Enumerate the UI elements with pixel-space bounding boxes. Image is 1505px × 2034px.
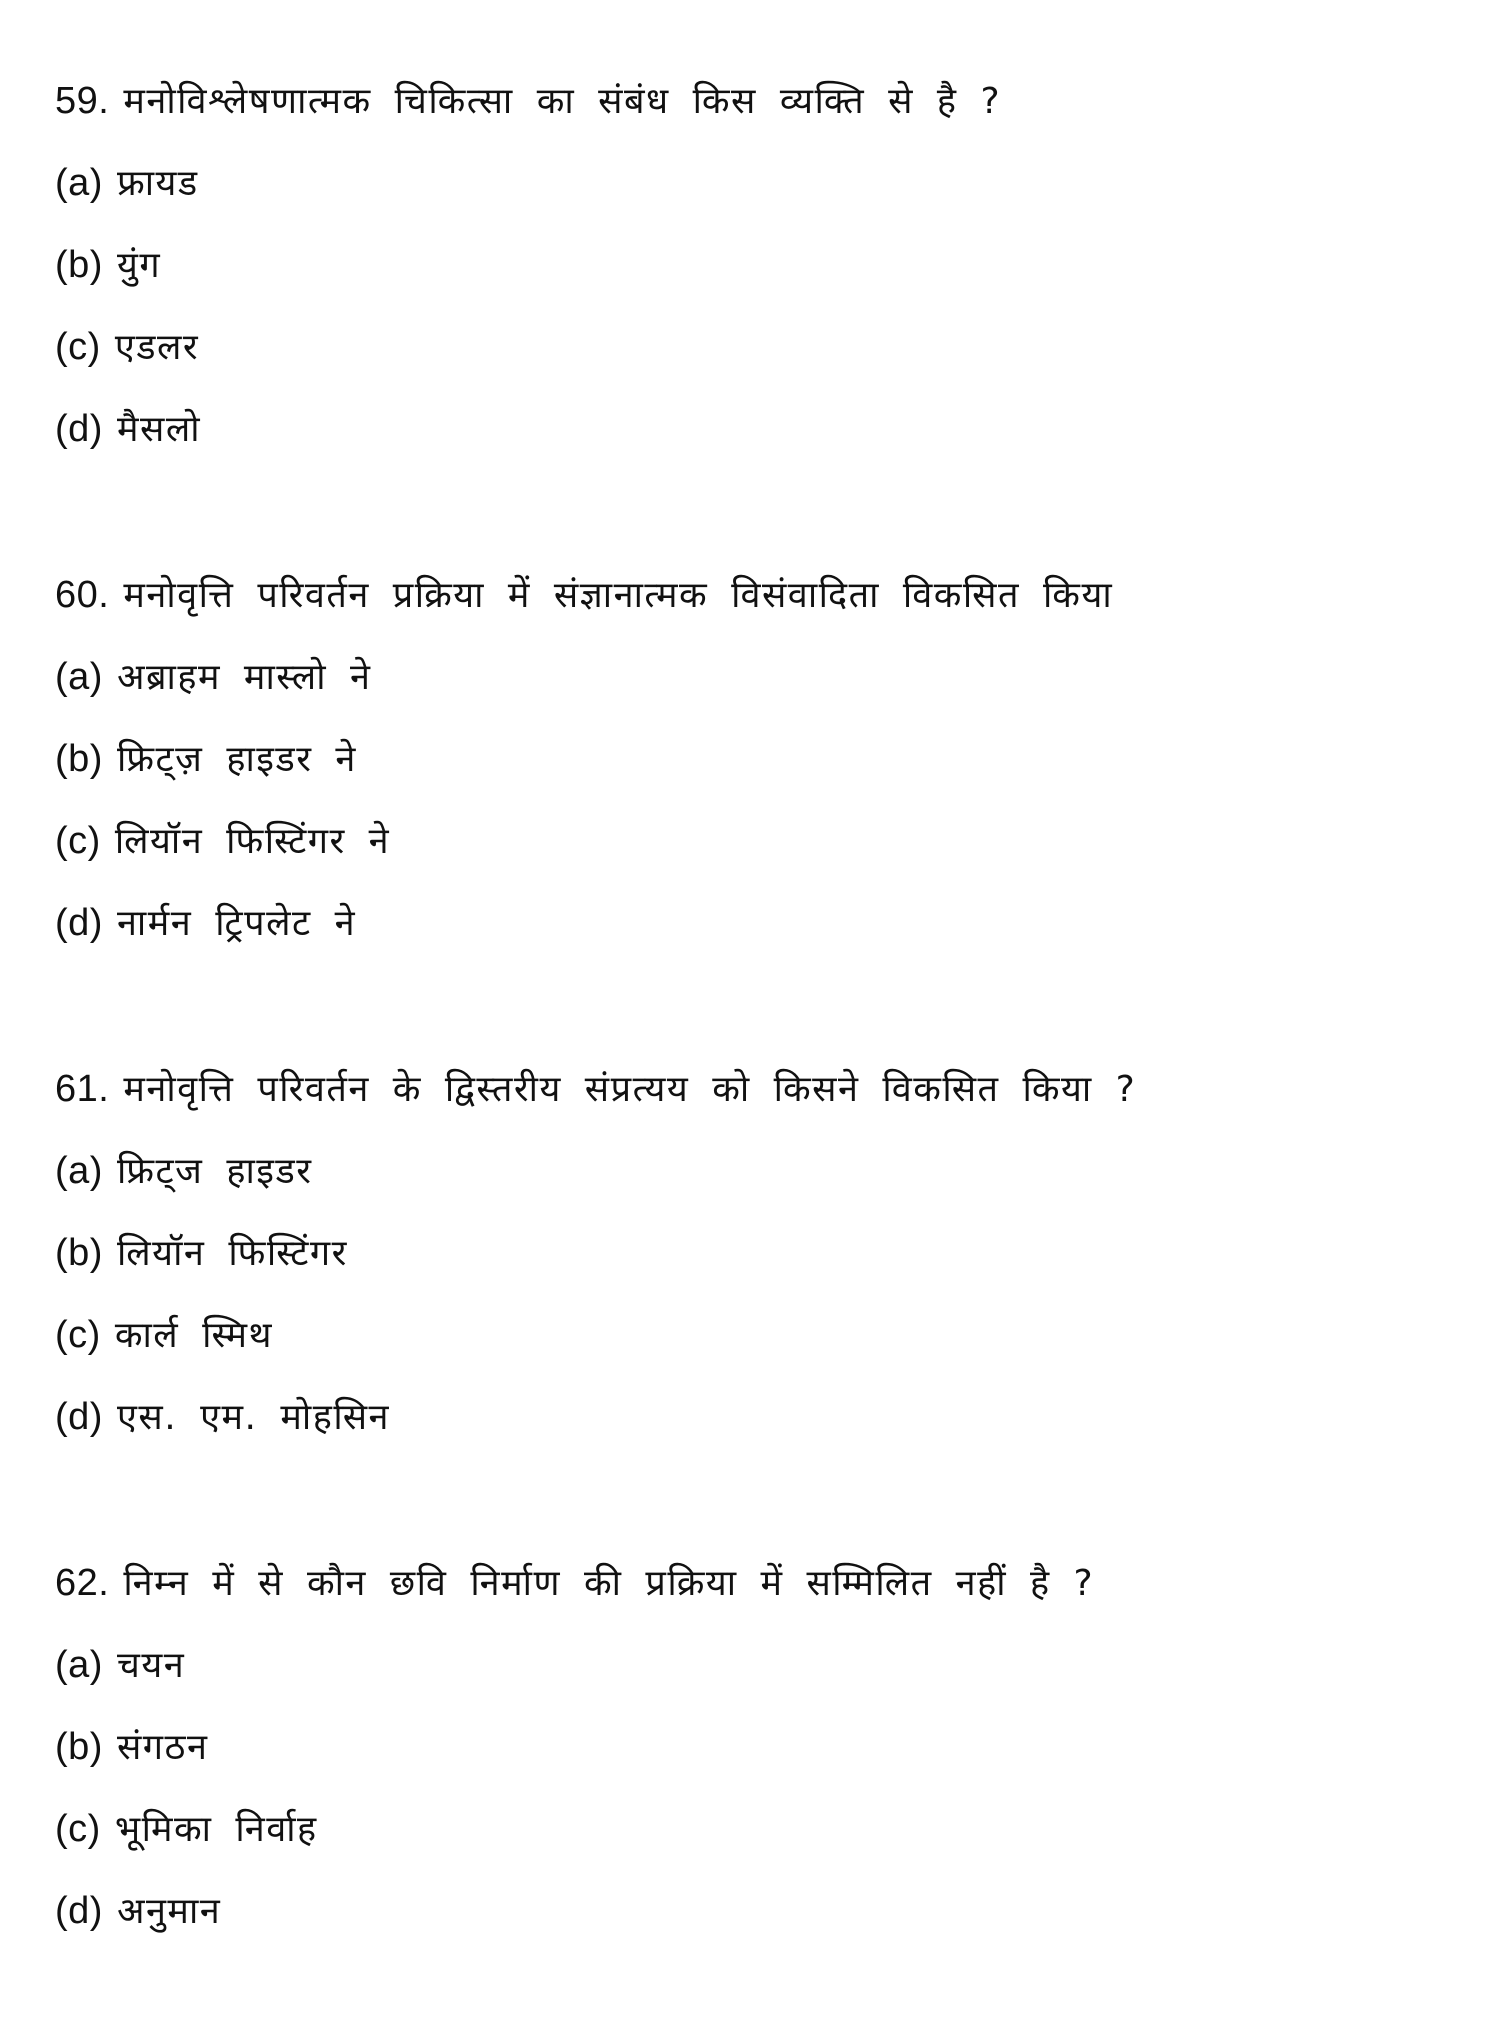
option-text: फ्रायड <box>116 163 199 204</box>
option-text: कार्ल स्मिथ <box>114 1315 273 1356</box>
question-61 <box>55 1048 1455 1458</box>
question-59 <box>55 60 1455 470</box>
option-c <box>55 1788 1455 1870</box>
option-b <box>55 224 1455 306</box>
question-text: मनोवृत्ति परिवर्तन के द्विस्तरीय संप्रत्यय को किसने विकसित किया ? <box>123 1069 1137 1110</box>
option-text: अनुमान <box>116 1891 222 1932</box>
option-label: (b) <box>55 1726 103 1768</box>
option-label: (d) <box>55 408 103 450</box>
option-label: (b) <box>55 1232 103 1274</box>
question-number: 61. <box>55 1068 110 1110</box>
question-stem <box>55 554 1455 636</box>
option-label: (d) <box>55 1890 103 1932</box>
option-label: (c) <box>55 820 101 862</box>
option-label: (d) <box>55 902 103 944</box>
option-label: (d) <box>55 1396 103 1438</box>
option-label: (a) <box>55 1150 103 1192</box>
option-b <box>55 1706 1455 1788</box>
option-text: युंग <box>116 245 162 286</box>
question-text: मनोविश्लेषणात्मक चिकित्सा का संबंध किस व्यक्ति से है ? <box>123 81 1002 122</box>
option-label: (a) <box>55 656 103 698</box>
option-a <box>55 142 1455 224</box>
option-d <box>55 882 1455 964</box>
option-text: एडलर <box>114 327 200 368</box>
option-label: (b) <box>55 738 103 780</box>
option-c <box>55 800 1455 882</box>
option-b <box>55 718 1455 800</box>
option-a <box>55 1130 1455 1212</box>
option-label: (b) <box>55 244 103 286</box>
option-text: अब्राहम मास्लो ने <box>116 657 372 698</box>
option-d <box>55 388 1455 470</box>
question-62 <box>55 1542 1455 1952</box>
option-label: (c) <box>55 1314 101 1356</box>
option-text: मैसलो <box>116 409 202 450</box>
question-text: मनोवृत्ति परिवर्तन प्रक्रिया में संज्ञानात्मक विसंवादिता विकसित किया <box>123 575 1114 616</box>
option-text: चयन <box>116 1645 186 1686</box>
question-number: 60. <box>55 574 110 616</box>
question-number: 62. <box>55 1562 110 1604</box>
option-a <box>55 636 1455 718</box>
question-number: 59. <box>55 80 110 122</box>
question-stem <box>55 1048 1455 1130</box>
option-text: फ्रिट्ज हाइडर <box>116 1151 313 1192</box>
option-text: भूमिका निर्वाह <box>114 1809 318 1850</box>
question-text: निम्न में से कौन छवि निर्माण की प्रक्रिया में सम्मिलित नहीं है ? <box>123 1563 1095 1604</box>
option-label: (c) <box>55 1808 101 1850</box>
option-text: लियॉन फिस्टिंगर ने <box>114 821 391 862</box>
question-stem <box>55 1542 1455 1624</box>
option-d <box>55 1376 1455 1458</box>
option-text: लियॉन फिस्टिंगर <box>116 1233 348 1274</box>
option-a <box>55 1624 1455 1706</box>
option-label: (a) <box>55 162 103 204</box>
option-text: एस. एम. मोहसिन <box>116 1397 391 1438</box>
option-d <box>55 1870 1455 1952</box>
question-60 <box>55 554 1455 964</box>
option-text: नार्मन ट्रिपलेट ने <box>116 903 357 944</box>
question-stem <box>55 60 1455 142</box>
option-label: (a) <box>55 1644 103 1686</box>
option-label: (c) <box>55 326 101 368</box>
option-c <box>55 306 1455 388</box>
option-text: संगठन <box>116 1727 209 1768</box>
option-text: फ्रिट्ज़ हाइडर ने <box>116 739 357 780</box>
option-c <box>55 1294 1455 1376</box>
option-b <box>55 1212 1455 1294</box>
